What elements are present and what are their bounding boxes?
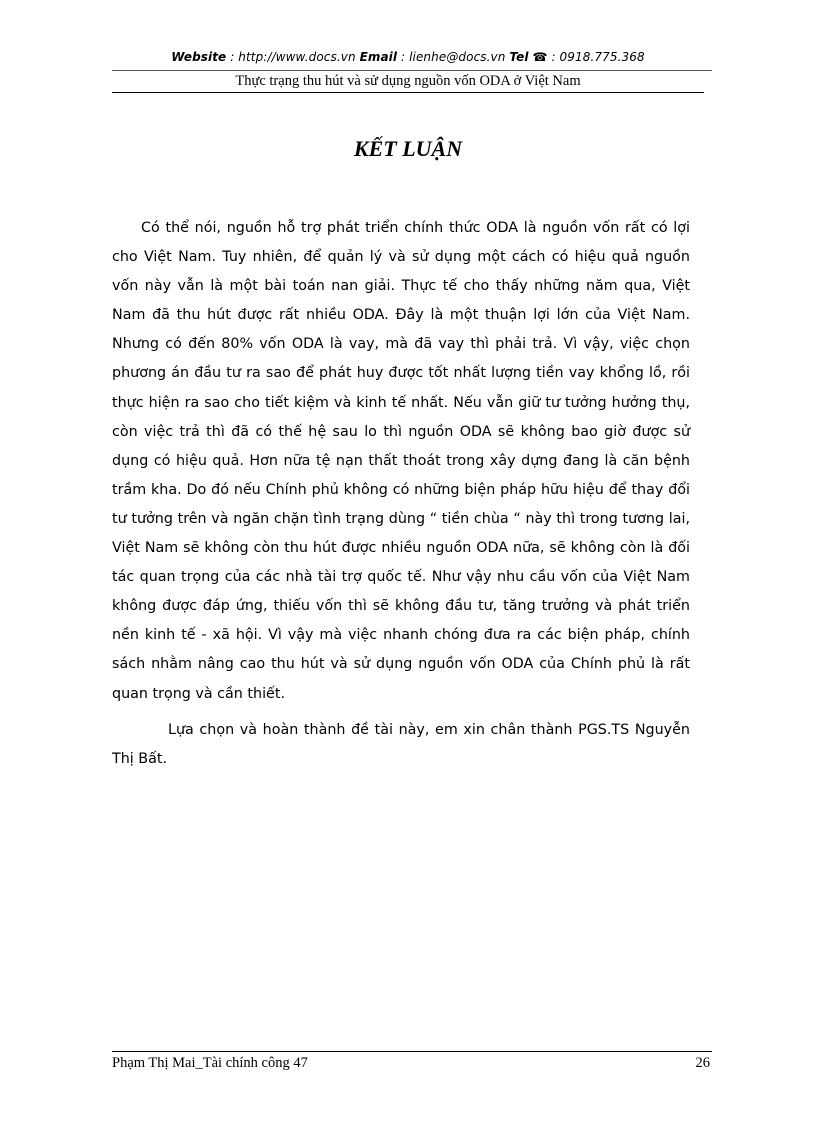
- website-label: Website: [171, 50, 227, 64]
- section-heading: KẾT LUẬN: [353, 136, 463, 161]
- header-divider-top: [112, 70, 712, 71]
- acknowledgement-paragraph: Lựa chọn và hoàn thành đề tài này, em xin chân thành PGS.TS Nguyễn Thị Bất.: [112, 721, 690, 767]
- website-value[interactable]: : http://www.docs.vn: [226, 50, 360, 64]
- conclusion-paragraph: Có thể nói, nguồn hỗ trợ phát triển chính thức ODA là nguồn vốn rất có lợi cho Việt Nam. Tuy nhiên, để quản lý và sử dụng một cách có hiệu quả nguồn vốn này vẫn là một bài toán nan giải. Thực tế cho thấy những năm qua, Việt Nam đã thu hút được rất nhiều ODA. Đây là một thuận lợi lớn của Việt Nam. Nhưng có đến 80% vốn ODA là vay, mà đã vay thì phải trả. Vì vậy, việc chọn phương án đầu tư ra sao để phát huy được tốt nhất lượng tiền vay khổng lồ, rồi thực hiện ra sao cho tiết kiệm và kinh tế nhất. Nếu vẫn giữ tư tưởng hưởng thụ, còn việc trả thì đã có thế hệ sau lo thì nguồn ODA sẽ không bao giờ được sử dụng có hiệu quả. Hơn nữa tệ nạn thất thoát trong xây dựng đang là căn bệnh trầm kha. Do đó nếu Chính phủ không có những biện pháp hữu hiệu để thay đổi tư tưởng trên và ngăn chặn tình trạng dùng “ tiền chùa “ này thì trong tương lai, Việt Nam sẽ không còn thu hút được nhiều nguồn ODA nữa, sẽ không còn là đối tác quan trọng của các nhà tài trợ quốc tế. Như vậy nhu cầu vốn của Việt Nam không được đáp ứng, thiếu vốn thì sẽ không đầu tư, tăng trưởng và phát triển nền kinh tế - xã hội. Vì vậy mà việc nhanh chóng đưa ra các biện pháp, chính sách nhằm nâng cao thu hút và sử dụng nguồn vốn ODA của Chính phủ là rất quan trọng và cần thiết.: [112, 220, 690, 702]
- page-number: 26: [695, 1055, 710, 1071]
- phone-icon: ☎: [532, 50, 548, 64]
- footer-author: Phạm Thị Mai_Tài chính công 47: [112, 1055, 308, 1071]
- tel-label: Tel: [509, 50, 529, 64]
- document-title-header: Thực trạng thu hút và sử dụng nguồn vốn ODA ở Việt Nam: [235, 73, 581, 89]
- footer-divider: [112, 1051, 712, 1052]
- site-header: [0, 50, 816, 64]
- header-divider-bottom: [112, 92, 704, 93]
- body-text: [112, 214, 690, 774]
- email-label: Email: [359, 50, 398, 64]
- tel-value: : 0918.775.368: [547, 50, 645, 64]
- email-value[interactable]: : lienhe@docs.vn: [397, 50, 510, 64]
